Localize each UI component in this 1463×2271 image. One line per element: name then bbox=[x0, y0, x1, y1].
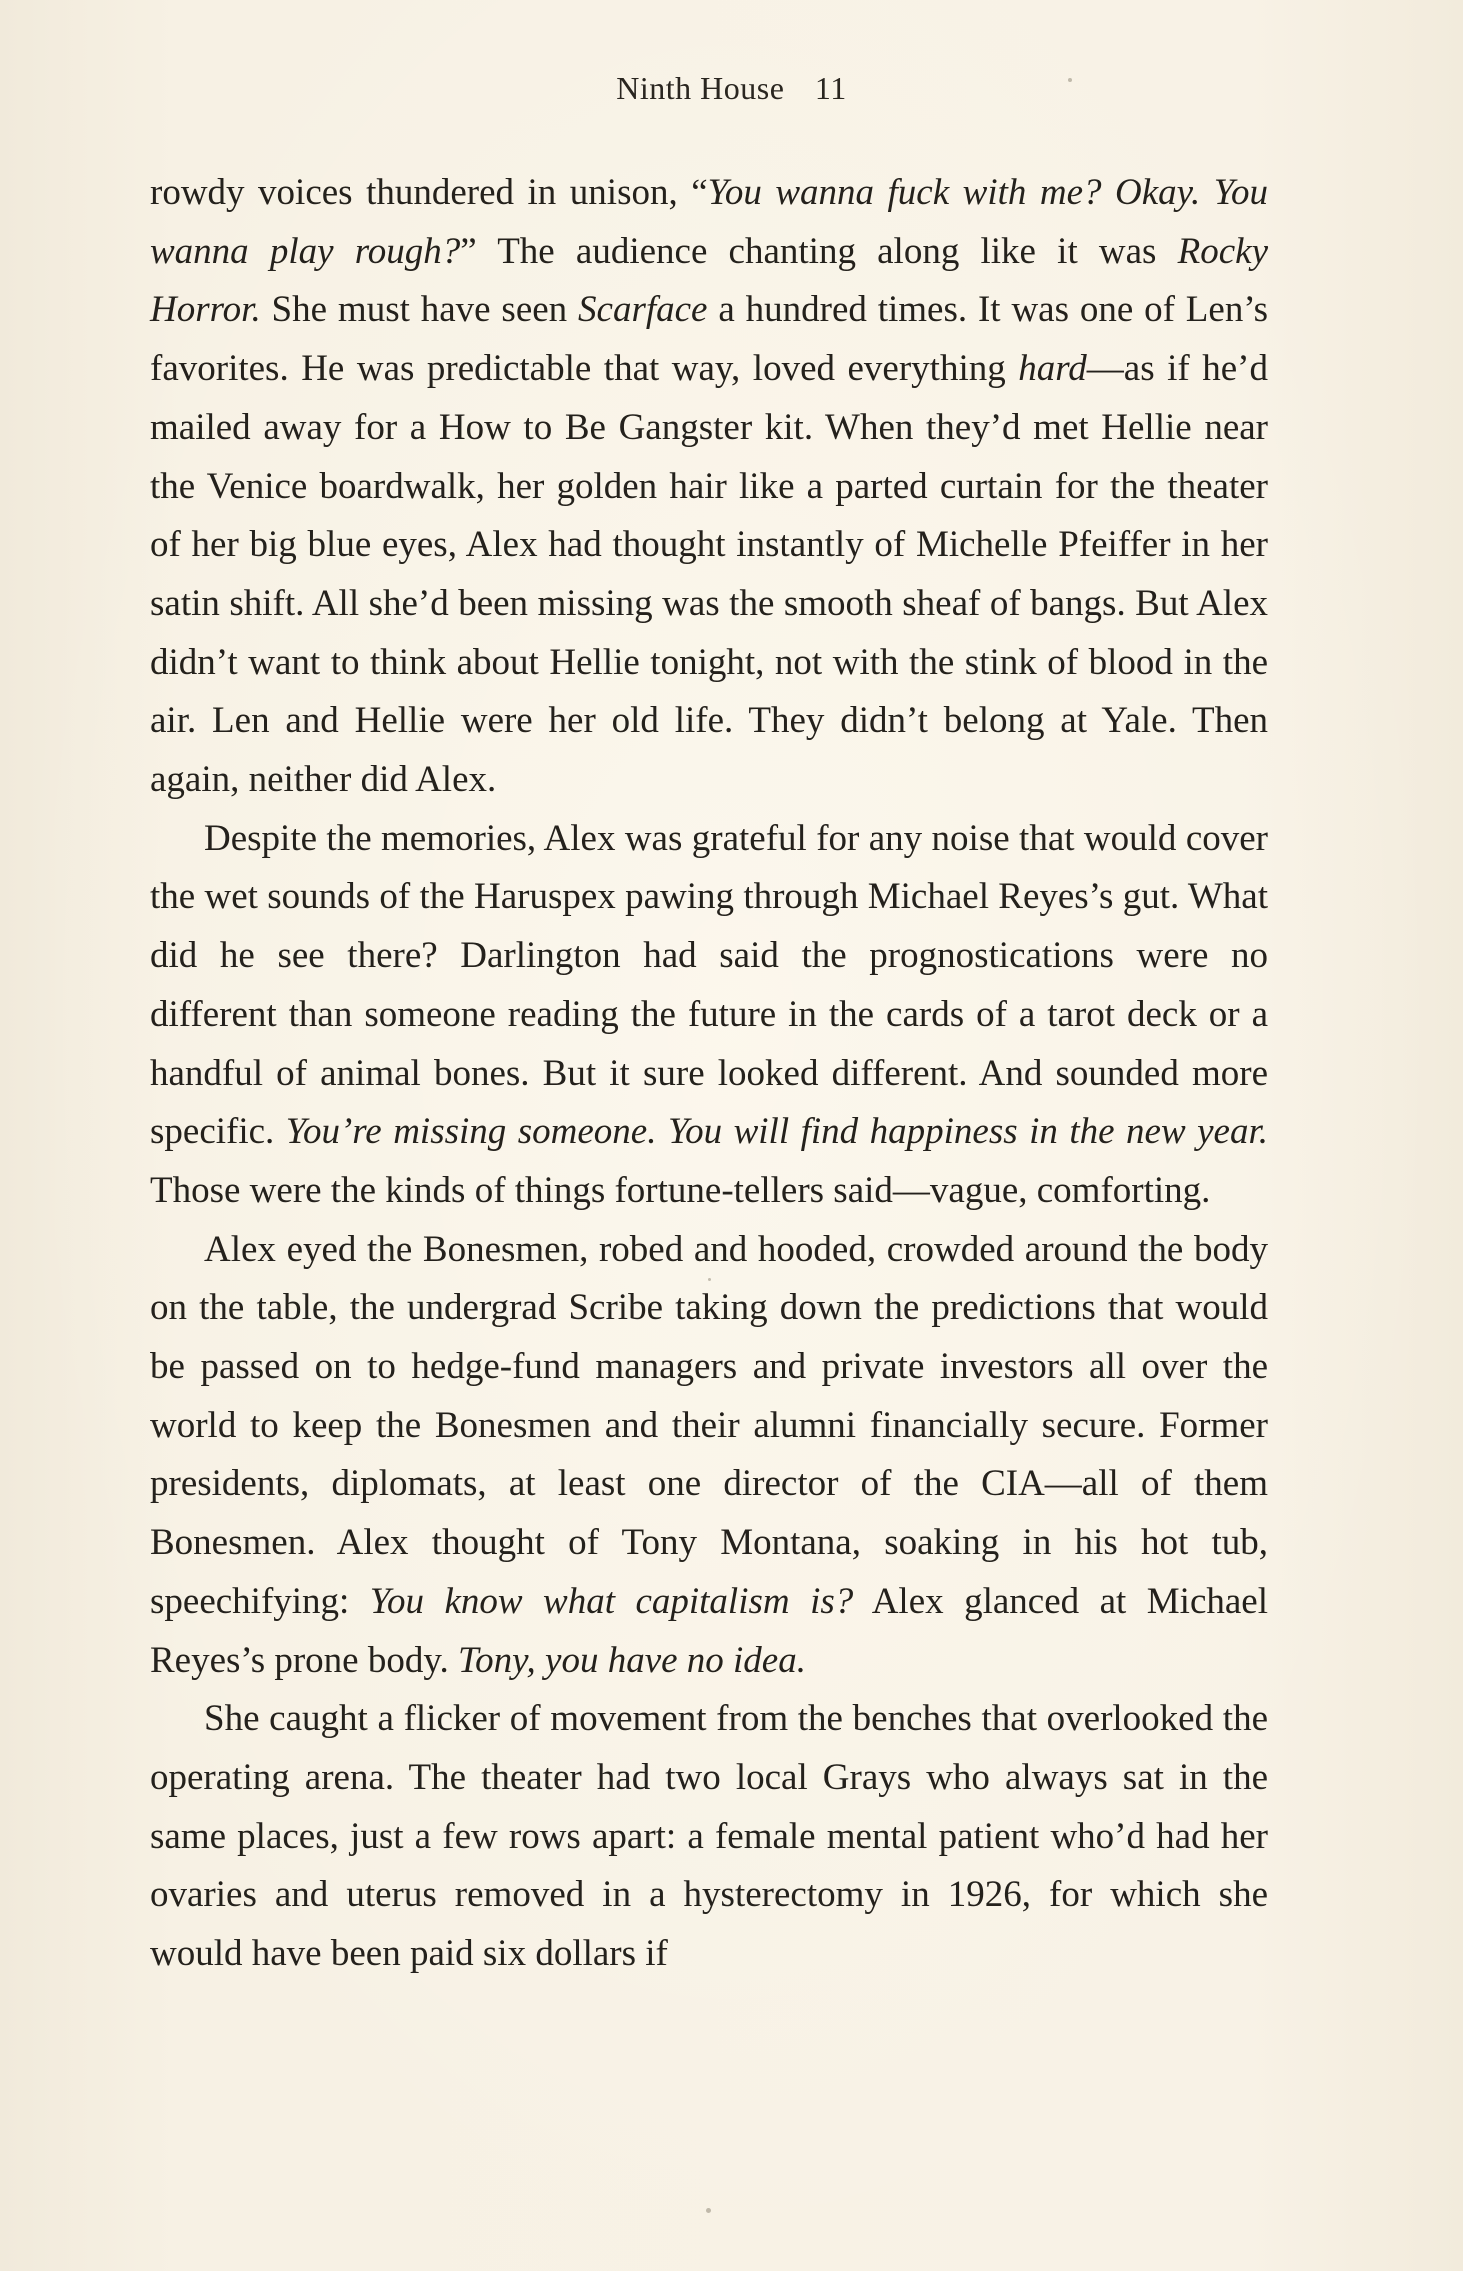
paper-speck bbox=[706, 2208, 711, 2213]
body-text bbox=[150, 164, 1268, 1984]
paragraph bbox=[150, 1690, 1268, 1984]
text-run: Alex eyed the Bonesmen, robed and hooded, crowded around the body on the table, the undergrad Scribe taking down the predictions that would be passed on to hedge-fund managers and private investors all over the world to keep the Bonesmen and their alumni financially secure. Former presidents, diplomats, at least one director of the CIA—all of them Bonesmen. Alex thought of Tony Montana, soaking in his hot tub, speechifying: bbox=[150, 1228, 1268, 1622]
text-run: Alex glanced at Michael Reyes’s prone body. bbox=[150, 1580, 1268, 1681]
text-run: —as if he’d mailed away for a How to Be Gangster kit. When they’d met Hellie near the Venice boardwalk, her golden hair like a parted curtain for the theater of her big blue eyes, Alex had thought instantly of Michelle Pfeiffer in her satin shift. All she’d been missing was the smooth sheaf of bangs. But Alex didn’t want to think about Hellie tonight, not with the stink of blood in the air. Len and Hellie were her old life. They didn’t belong at Yale. Then again, neither did Alex. bbox=[150, 348, 1268, 801]
italic-text: hard bbox=[1018, 348, 1087, 390]
italic-text: You wanna fuck with me? Okay. You wanna play rough? bbox=[150, 172, 1268, 272]
text-run: ” The audience chanting along like it was bbox=[460, 230, 1178, 272]
text-run: Those were the kinds of things fortune-tellers said—vague, comforting. bbox=[150, 1169, 1211, 1211]
page-number: 11 bbox=[814, 70, 847, 106]
italic-text: You’re missing someone. You will find happiness in the new year. bbox=[285, 1111, 1269, 1153]
running-header bbox=[0, 70, 1463, 107]
text-run: She caught a flicker of movement from the benches that overlooked the operating arena. The theater had two local Grays who always sat in the same places, just a few rows apart: a female mental patient who’d had her ovaries and uterus removed in a hysterectomy in 1926, for which she would have been paid six dollars if bbox=[150, 1698, 1268, 1975]
text-run: a hundred times. It was one of Len’s favorites. He was predictable that way, loved everything bbox=[150, 289, 1268, 390]
text-run: rowdy voices thundered in unison, “ bbox=[150, 172, 708, 213]
paragraph bbox=[150, 810, 1268, 1221]
paper-speck bbox=[708, 1278, 711, 1281]
italic-text: You know what capitalism is? bbox=[369, 1580, 854, 1622]
italic-text: Scarface bbox=[578, 289, 708, 331]
text-run: She must have seen bbox=[260, 289, 579, 331]
book-title: Ninth House bbox=[616, 70, 785, 106]
paragraph bbox=[150, 1221, 1268, 1691]
paper-speck bbox=[1068, 78, 1072, 82]
italic-text: Tony, you have no idea. bbox=[457, 1639, 806, 1681]
text-run: Despite the memories, Alex was grateful for any noise that would cover the wet sounds of the Haruspex pawing through Michael Reyes’s gut. What did he see there? Darlington had said the prognostications were no different than someone reading the future in the cards of a tarot deck or a handful of animal bones. But it sure looked different. And sounded more specific. bbox=[150, 817, 1268, 1153]
italic-text: Rocky Horror. bbox=[150, 230, 1268, 331]
paragraph bbox=[150, 164, 1268, 810]
